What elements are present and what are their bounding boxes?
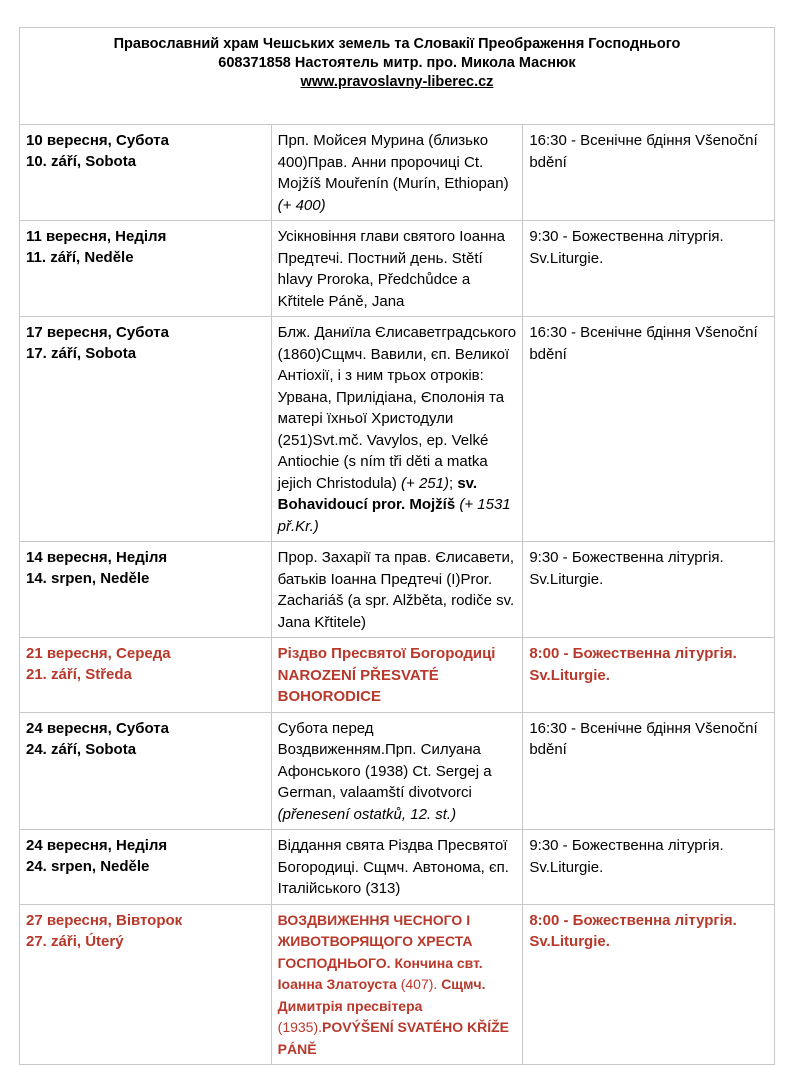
table-row	[20, 830, 775, 905]
service-time: 8:00 - Божественна літургія. Sv.Liturgie.	[523, 904, 775, 1065]
service-description: Прп. Мойсея Мурина (близько 400)Прав. Анни пророчиці Ct. Mojžíš Mouřenín (Murín, Ethiopan) (+ 400)	[271, 125, 523, 221]
date-ua: 14 вересня, Неділя	[26, 549, 168, 566]
date-ua: 17 вересня, Субота	[26, 324, 169, 341]
date-cz: 14. srpen, Neděle	[26, 570, 150, 587]
table-row	[20, 221, 775, 317]
service-description: Віддання свята Різдва Пресвятої Богородиці. Сщмч. Автонома, єп. Італійського (313)	[271, 830, 523, 905]
table-row	[20, 638, 775, 713]
service-time: 16:30 - Всенічне бдіння Všenoční bdění	[523, 712, 775, 830]
date-ua: 11 вересня, Неділя	[26, 228, 167, 245]
service-time: 9:30 - Божественна літургія. Sv.Liturgie.	[523, 542, 775, 638]
date-cz: 24. září, Sobota	[26, 740, 137, 758]
service-description: Усікновіння глави святого Іоанна Предтечі. Постний день. Stětí hlavy Proroka, Předchůdce a Křtitele Páně, Jana	[271, 221, 523, 317]
service-description: Субота перед Воздвиженням.Прп. Силуана Афонського (1938) Ct. Sergej a German, valaamští divotvorci (přenesení ostatků, 12. st.)	[271, 712, 523, 830]
service-description: Блж. Даниїла Єлисаветградського (1860)Сщмч. Вавили, єп. Великої Антіохії, і з ним трьох отроків: Урвана, Прилідіана, Єполонія та матері їхньої Христодули (251)Svt.mč. Vavylos, ep. Velké Antiochie (s ním tři děti a matka jejich Christodula) (+ 251); sv. Bohavidoucí pror. Mojžíš (+ 1531 př.Kr.)	[271, 317, 523, 542]
service-time: 16:30 - Всенічне бдіння Všenoční bdění	[523, 317, 775, 542]
header-cell	[20, 28, 775, 125]
date-ua: 24 вересня, Субота	[26, 719, 169, 737]
date-cz: 21. září, Středa	[26, 666, 132, 683]
date-ua: 27 вересня, Вівторок	[26, 911, 183, 929]
table-row	[20, 125, 775, 221]
date-ua: 21 вересня, Середа	[26, 645, 171, 662]
date-ua: 10 вересня, Субота	[26, 132, 169, 149]
church-name: Православний храм Чешських земель та Словакії Преображення Господнього	[113, 36, 681, 52]
service-time: 9:30 - Божественна літургія. Sv.Liturgie.	[523, 221, 775, 317]
date-ua: 24 вересня, Неділя	[26, 837, 168, 854]
table-row	[20, 317, 775, 542]
date-cz: 27. záři, Úterý	[26, 932, 124, 950]
service-time: 8:00 - Божественна літургія. Sv.Liturgie.	[523, 638, 775, 713]
schedule-table	[19, 27, 775, 1065]
service-description: Прор. Захарії та прав. Єлисавети, батьків Іоанна Предтечі (I)Pror. Zachariáš (a spr. Alžběta, rodiče sv. Jana Křtitele)	[271, 542, 523, 638]
header-row	[20, 28, 775, 125]
priest-contact: 608371858 Настоятель митр. про. Микола Маснюк	[218, 55, 576, 71]
service-time: 9:30 - Божественна літургія. Sv.Liturgie.	[523, 830, 775, 905]
date-cz: 17. září, Sobota	[26, 345, 137, 362]
date-cz: 24. srpen, Neděle	[26, 858, 150, 875]
table-row	[20, 542, 775, 638]
table-row	[20, 712, 775, 830]
table-row	[20, 904, 775, 1065]
service-description: ВОЗДВИЖЕННЯ ЧЕСНОГО І ЖИВОТВОРЯЩОГО ХРЕСТА ГОСПОДНЬОГО. Кончина свт. Іоанна Златоуста (407). Сщмч. Димитрія пресвітера (1935).POVÝŠENÍ SVATÉHO KŘÍŽE PÁNĚ	[271, 904, 523, 1065]
service-time: 16:30 - Всенічне бдіння Všenoční bdění	[523, 125, 775, 221]
date-cz: 11. září, Neděle	[26, 249, 134, 266]
service-description: Різдво Пресвятої Богородиці NAROZENÍ PŘESVATÉ BOHORODICE	[271, 638, 523, 713]
website-link[interactable]: www.pravoslavny-liberec.cz	[300, 74, 494, 90]
date-cz: 10. září, Sobota	[26, 153, 137, 170]
